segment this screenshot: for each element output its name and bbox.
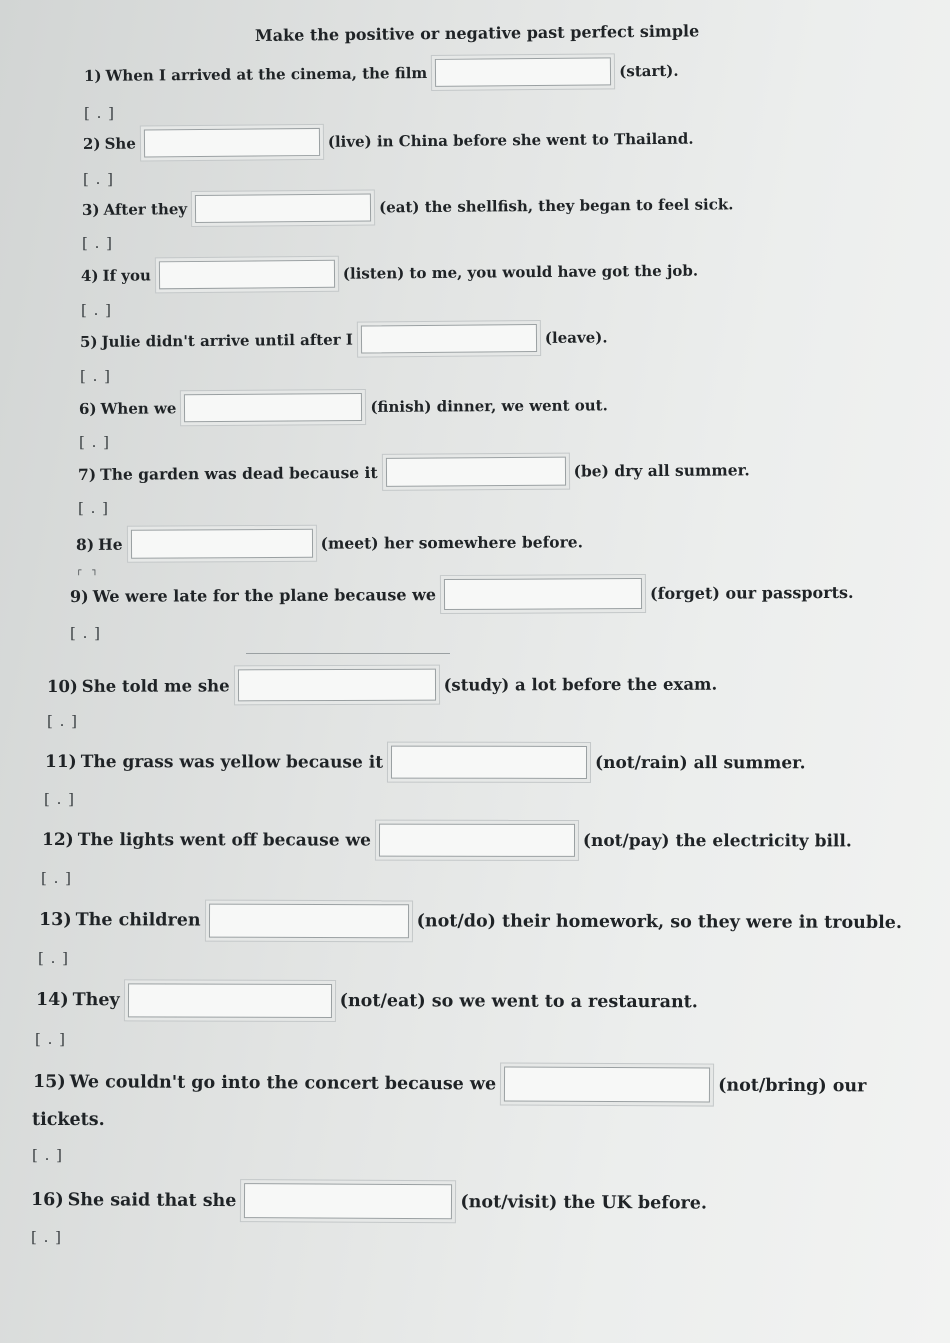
feedback-mark-1: [ . ] <box>84 104 116 122</box>
question-text-before: Julie didn't arrive until after I <box>101 330 353 351</box>
question-2 <box>83 125 694 158</box>
question-text-before: She <box>104 134 136 153</box>
question-text-after: (start). <box>619 61 679 81</box>
feedback-mark-11: [ . ] <box>44 790 76 808</box>
feedback-mark-5: [ . ] <box>80 367 112 385</box>
question-text-before: The garden was dead because it <box>100 462 378 484</box>
question-text-after: (be) dry all summer. <box>573 460 750 481</box>
question-text-after: (leave). <box>544 328 608 347</box>
question-text-after: (not/bring) our <box>718 1075 867 1096</box>
question-text-after: (not/eat) so we went to a restaurant. <box>339 991 698 1013</box>
question-number: 12) <box>41 829 74 850</box>
question-14 <box>36 983 698 1019</box>
question-text-after: (not/visit) the UK before. <box>460 1191 708 1214</box>
feedback-mark-2: [ . ] <box>83 170 115 188</box>
question-text-after: (live) in China before she went to Thailand. <box>327 129 694 151</box>
question-text-before: The lights went off because we <box>77 829 371 851</box>
question-15 <box>33 1064 867 1103</box>
question-number: 11) <box>44 751 77 772</box>
question-9 <box>70 577 854 612</box>
question-6 <box>79 391 608 423</box>
question-text-after: (not/pay) the electricity bill. <box>582 830 852 851</box>
question-text-after: (listen) to me, you would have got the job. <box>342 261 699 283</box>
feedback-mark-13: [ . ] <box>38 949 70 967</box>
question-3 <box>82 190 734 224</box>
answer-input-6[interactable] <box>184 393 362 422</box>
question-text-after: (finish) dinner, we went out. <box>370 396 608 416</box>
question-text-before: We couldn't go into the concert because we <box>69 1071 497 1094</box>
question-number: 6) <box>78 399 97 418</box>
question-12 <box>42 823 852 857</box>
question-number: 16) <box>30 1189 64 1210</box>
feedback-mark-15: [ . ] <box>32 1146 64 1164</box>
feedback-mark-7: [ . ] <box>78 499 110 517</box>
question-number: 14) <box>35 990 69 1011</box>
question-number: 3) <box>81 200 100 219</box>
question-text-after: (not/rain) all summer. <box>595 752 806 773</box>
answer-input-8[interactable] <box>131 529 313 559</box>
answer-input-5[interactable] <box>361 324 537 354</box>
question-text-after: (forget) our passports. <box>649 582 854 603</box>
question-1 <box>84 57 679 90</box>
question-13 <box>39 903 902 940</box>
question-number: 5) <box>79 332 98 351</box>
question-7 <box>78 455 750 489</box>
answer-input-7[interactable] <box>385 457 565 487</box>
question-number: 2) <box>82 134 101 153</box>
feedback-mark-9: [ . ] <box>70 624 102 642</box>
question-number: 15) <box>32 1071 66 1092</box>
question-text-before: If you <box>102 266 151 285</box>
answer-input-4[interactable] <box>159 260 335 290</box>
answer-input-2[interactable] <box>144 128 320 158</box>
question-4 <box>81 257 698 290</box>
question-text-before: After they <box>103 200 188 219</box>
question-8 <box>76 527 583 559</box>
feedback-mark-16: [ . ] <box>31 1228 63 1246</box>
question-number: 10) <box>46 676 78 696</box>
feedback-mark-12: [ . ] <box>41 869 73 887</box>
question-text-after: (study) a lot before the exam. <box>443 674 718 695</box>
answer-input-9[interactable] <box>444 578 642 610</box>
question-number: 4) <box>80 266 99 285</box>
question-text-before: When we <box>100 399 177 418</box>
feedback-mark-3: [ . ] <box>82 234 114 252</box>
question-text-after: (eat) the shellfish, they began to feel sick. <box>378 195 734 217</box>
question-number: 8) <box>75 534 95 554</box>
question-number: 7) <box>77 464 97 484</box>
feedback-mark-6: [ . ] <box>79 433 111 451</box>
feedback-mark-14: [ . ] <box>35 1030 67 1048</box>
answer-input-3[interactable] <box>195 193 371 223</box>
question-text-before: We were late for the plane because we <box>92 585 437 606</box>
question-number: 9) <box>69 586 89 606</box>
question-5 <box>80 323 608 356</box>
answer-input-16[interactable] <box>244 1183 452 1219</box>
question-text-before: They <box>72 990 120 1011</box>
feedback-mark-4: [ . ] <box>81 301 113 319</box>
question-text-before: She said that she <box>67 1189 237 1211</box>
answer-input-15[interactable] <box>504 1066 710 1102</box>
answer-input-10[interactable] <box>238 669 436 702</box>
question-number: 13) <box>38 910 72 931</box>
worksheet-title: Make the positive or negative past perfect simple <box>254 21 700 45</box>
answer-input-1[interactable] <box>435 57 611 87</box>
question-text-before: He <box>98 534 123 554</box>
feedback-mark-10: [ . ] <box>47 712 79 730</box>
question-text-after: (not/do) their homework, so they were in trouble. <box>416 911 903 934</box>
question-11 <box>45 745 806 779</box>
question-text-before: The children <box>75 910 201 931</box>
question-number: 1) <box>83 66 102 85</box>
question-16 <box>31 1182 707 1221</box>
question-text-before: The grass was yellow because it <box>80 751 384 773</box>
question-10 <box>47 668 717 702</box>
question-text-after: (meet) her somewhere before. <box>320 532 584 553</box>
answer-input-12[interactable] <box>379 824 575 857</box>
question-text-before: When I arrived at the cinema, the film <box>105 64 428 85</box>
question-15-continuation: tickets. <box>32 1110 105 1130</box>
question-text-before: She told me she <box>81 675 230 696</box>
divider <box>246 653 450 654</box>
feedback-mark-8: ┌ ┐ <box>76 566 102 576</box>
answer-input-14[interactable] <box>128 983 332 1018</box>
answer-input-11[interactable] <box>391 746 587 779</box>
answer-input-13[interactable] <box>209 904 409 939</box>
